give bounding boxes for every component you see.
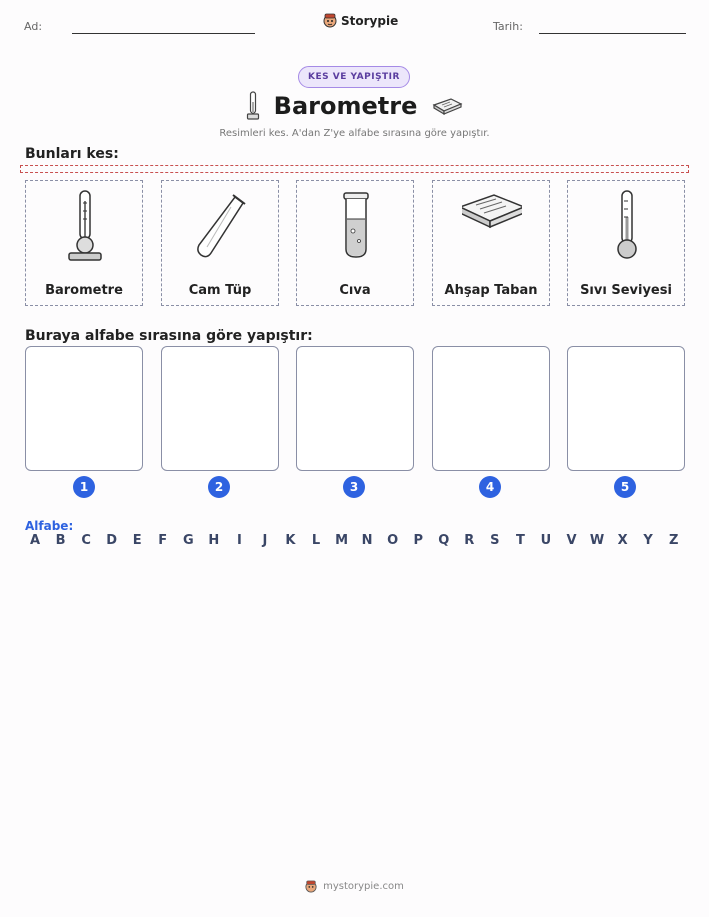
alphabet-letter: C [81,533,91,548]
paste-slot-1[interactable] [25,346,143,471]
alphabet-letter: X [617,533,628,548]
alphabet-letter: M [335,533,349,548]
card-label: Cıva [339,283,371,298]
cut-heading: Bunları kes: [25,146,119,162]
activity-badge: KES VE YAPIŞTIR [298,66,410,88]
brand-logo [323,13,398,28]
storypie-mascot-icon [323,13,337,28]
page-title: Barometre [273,92,418,120]
thermometer-icon [246,90,260,122]
title-row [0,90,709,122]
card-label: Barometre [45,283,123,298]
alphabet-letter: V [566,533,577,548]
liquid-level-thermometer-icon [597,189,657,263]
alphabet-letter: S [490,533,500,548]
alphabet-letter: R [464,533,475,548]
wooden-base-icon [462,189,522,263]
slot-number-3: 3 [343,476,365,498]
cut-line [20,165,689,173]
date-label: Tarih: [493,20,523,33]
alphabet-letter: T [515,533,525,548]
alphabet-letter: F [158,533,168,548]
paste-slot-5[interactable] [567,346,685,471]
alphabet-row [25,533,684,548]
alphabet-letter: Q [438,533,450,548]
card-label: Cam Tüp [188,283,252,298]
alphabet-letter: D [106,533,118,548]
glass-tube-icon [191,189,251,263]
alphabet-letter: G [182,533,194,548]
alphabet-letter: H [208,533,220,548]
instructions: Resimleri kes. A'dan Z'ye alfabe sırasına göre yapıştır. [219,128,490,139]
alphabet-label: Alfabe: [25,519,74,533]
footer [0,880,709,893]
alphabet-letter: A [29,533,41,548]
name-label: Ad: [24,20,43,33]
barometer-icon [55,189,115,263]
alphabet-letter: B [55,533,66,548]
footer-url[interactable]: mystorypie.com [323,881,404,892]
name-line[interactable] [72,33,255,34]
date-line[interactable] [539,33,686,34]
mercury-test-tube-icon [326,189,386,263]
slot-number-2: 2 [208,476,230,498]
slot-number-1: 1 [73,476,95,498]
slot-number-5: 5 [614,476,636,498]
alphabet-letter: P [413,533,423,548]
alphabet-letter: O [387,533,399,548]
alphabet-letter: L [311,533,321,548]
cut-card-cam-tup[interactable] [161,180,279,306]
cut-card-barometre[interactable] [25,180,143,306]
paste-slot-2[interactable] [161,346,279,471]
alphabet-letter: I [236,533,242,548]
brand-name: Storypie [341,13,399,28]
card-label: Ahşap Taban [444,283,538,298]
alphabet-letter: E [132,533,142,548]
alphabet-letter: Y [643,533,653,548]
paste-heading: Buraya alfabe sırasına göre yapıştır: [25,328,313,344]
alphabet-letter: N [361,533,373,548]
cut-card-civa[interactable] [296,180,414,306]
card-label: Sıvı Seviyesi [580,283,672,298]
paste-slot-4[interactable] [432,346,550,471]
alphabet-letter: U [540,533,552,548]
slot-number-4: 4 [479,476,501,498]
storypie-mascot-icon [305,880,317,893]
alphabet-letter: W [589,533,605,548]
alphabet-letter: J [262,533,268,548]
alphabet-letter: Z [668,533,679,548]
paste-slot-3[interactable] [296,346,414,471]
alphabet-letter: K [285,533,296,548]
cut-card-sivi-seviyesi[interactable] [567,180,685,306]
cut-card-ahsap-taban[interactable] [432,180,550,306]
wooden-board-icon [431,96,463,116]
